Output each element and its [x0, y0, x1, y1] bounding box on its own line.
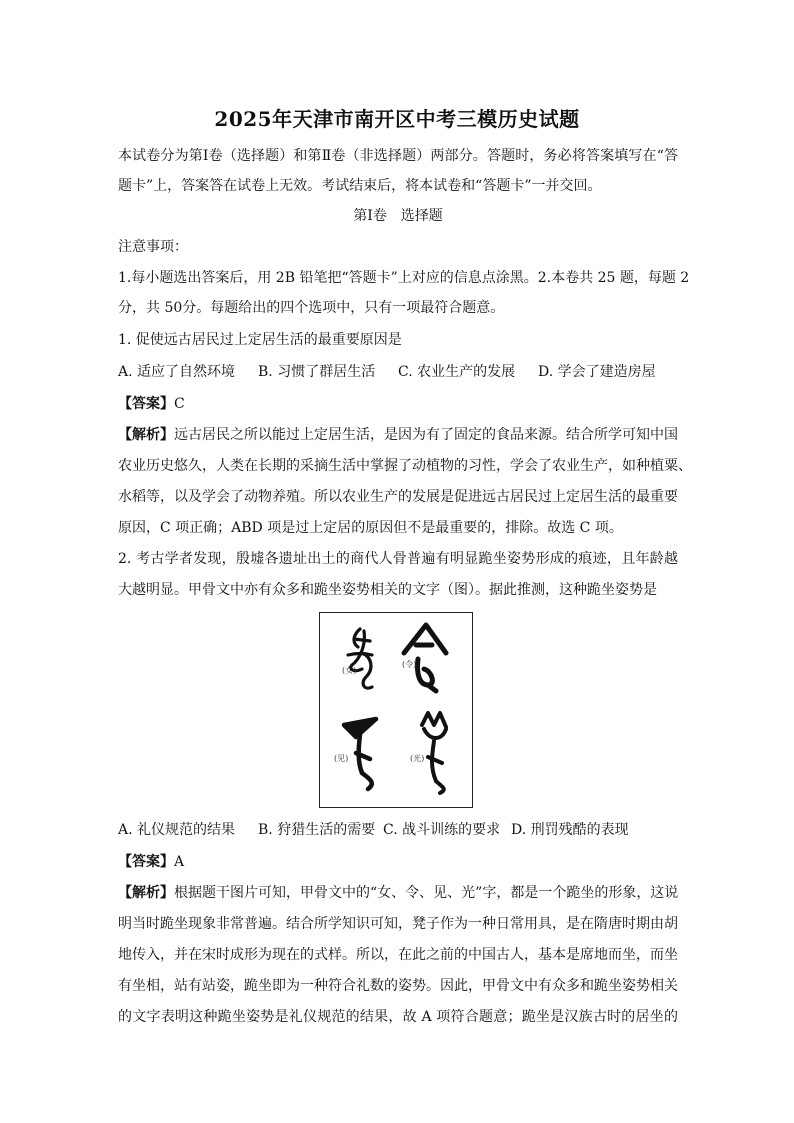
q2-answer-value: A — [174, 854, 185, 870]
q2-answer — [118, 852, 678, 872]
q1-analysis-line-1 — [118, 425, 678, 445]
q2-option-b: B. 狩猎生活的需要 — [258, 822, 376, 838]
notice-line-2: 分，共 50分。每题给出的四个选项中，只有一项最符合题意。 — [118, 300, 505, 316]
q1-analysis-label: 【解析】 — [118, 427, 174, 443]
q1-option-d: D. 学会了建造房屋 — [538, 364, 656, 380]
glyph-nv — [348, 629, 372, 688]
q2-option-d: D. 刑罚残酷的表现 — [511, 822, 629, 838]
q1-answer-value: C — [174, 396, 185, 412]
glyph-label-ling: (令) — [402, 660, 417, 669]
q1-answer — [118, 394, 678, 414]
q2-analysis-line-3: 地传入，并在宋时成形为现在的式样。所以，在此之前的中国古人，基本是席地而坐，而坐 — [118, 947, 678, 963]
glyph-ling — [404, 625, 446, 691]
q1-stem: 1. 促使远古居民过上定居生活的最重要原因是 — [118, 332, 402, 348]
q2-stem-line-2: 大越明显。甲骨文中亦有众多和跪坐姿势相关的文字（图）。据此推测，这种跪坐姿势是 — [118, 582, 657, 598]
intro-line-1: 本试卷分为第Ⅰ卷（选择题）和第Ⅱ卷（非选择题）两部分。答题时，务必将答案填写在“答 — [118, 148, 678, 164]
glyph-jian — [344, 719, 376, 789]
intro-line-2: 题卡”上，答案答在试卷上无效。考试结束后，将本试卷和“答题卡”一并交回。 — [118, 178, 602, 194]
q1-option-c: C. 农业生产的发展 — [398, 364, 516, 380]
q1-analysis-line-4: 原因，C 项正确；ABD 项是过上定居的原因但不是最重要的，排除。故选 C 项。 — [118, 520, 623, 536]
q2-analysis-label: 【解析】 — [118, 885, 174, 901]
q2-analysis-line-5: 的文字表明这种跪坐姿势是礼仪规范的结果，故 A 项符合题意；跪坐是汉族古时的居坐的 — [118, 1009, 678, 1025]
q2-analysis-line-2: 明当时跪坐现象非常普遍。结合所学知识可知，凳子作为一种日常用具，是在隋唐时期由胡 — [118, 916, 678, 932]
q2-analysis-line-1 — [118, 883, 678, 903]
q1-option-a: A. 适应了自然环境 — [118, 364, 236, 380]
q2-stem-line-1: 2. 考古学者发现，殷墟各遗址出土的商代人骨普遍有明显跪坐姿势形成的痕迹，且年龄越 — [118, 551, 678, 567]
q1-answer-label: 【答案】 — [118, 396, 174, 412]
glyph-label-jian: (见) — [334, 754, 349, 763]
q2-answer-label: 【答案】 — [118, 854, 174, 870]
notice-heading: 注意事项： — [118, 239, 188, 255]
q2-option-a: A. 礼仪规范的结果 — [118, 822, 236, 838]
q1-analysis-line-2: 农业历史悠久，人类在长期的采摘生活中掌握了动植物的习性，学会了农业生产，如种植粟、 — [118, 458, 692, 474]
oracle-bone-figure — [319, 612, 473, 808]
section-heading: 第Ⅰ卷 选择题 — [353, 208, 443, 224]
q1-option-b: B. 习惯了群居生活 — [258, 364, 376, 380]
q1-analysis-line-3: 水稻等，以及学会了动物养殖。所以农业生产的发展是促进远古居民过上定居生活的最重要 — [118, 489, 678, 505]
glyph-label-guang: (光) — [410, 754, 425, 763]
glyph-guang — [422, 713, 446, 793]
q2-analysis-line-4: 有坐相，站有站姿，跪坐即为一种符合礼数的姿势。因此，甲骨文中有众多和跪坐姿势相关 — [118, 978, 678, 994]
page-title: 2025年天津市南开区中考三模历史试题 — [214, 107, 580, 131]
glyph-label-nv: (女) — [342, 666, 357, 675]
oracle-bone-glyphs — [320, 613, 471, 806]
q2-analysis-text-1: 根据题干图片可知，甲骨文中的“女、令、见、光”字，都是一个跪坐的形象，这说 — [174, 885, 679, 901]
q2-option-c: C. 战斗训练的要求 — [383, 822, 501, 838]
notice-line-1: 1.每小题选出答案后，用 2B 铅笔把“答题卡”上对应的信息点涂黑。2.本卷共 25 题，每题 2 — [118, 270, 690, 286]
q1-analysis-text-1: 远古居民之所以能过上定居生活，是因为有了固定的食品来源。结合所学可知中国 — [174, 427, 678, 443]
